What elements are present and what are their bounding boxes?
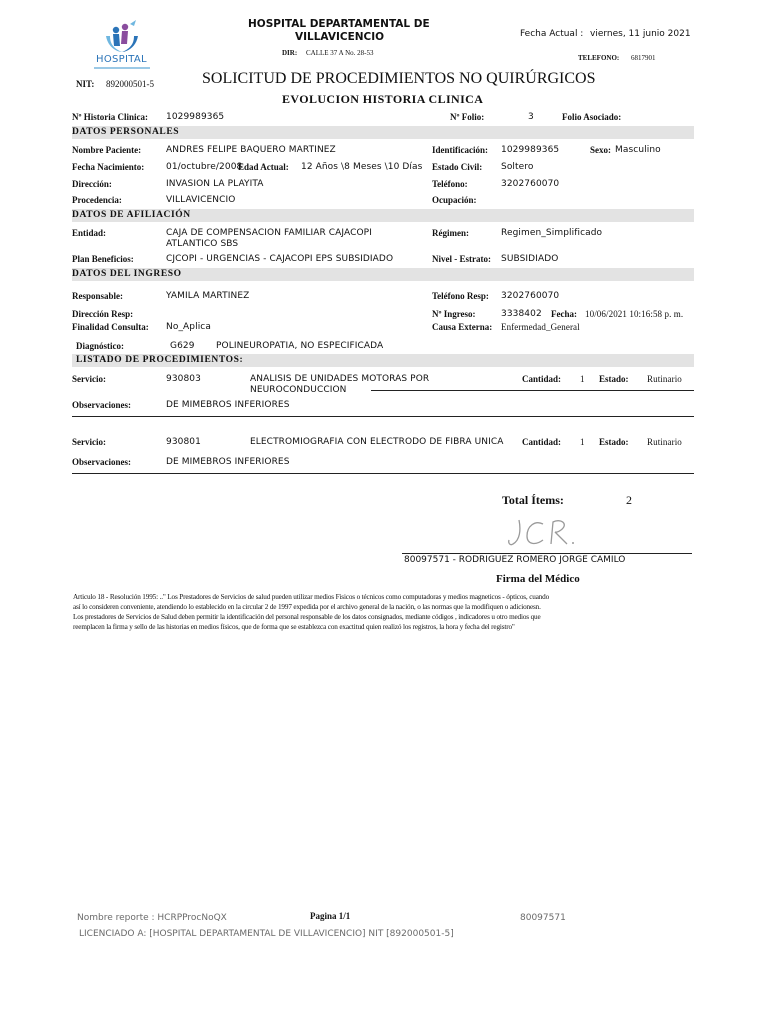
signature-image (505, 512, 585, 552)
diagnosis-label: Diagnóstico: (76, 341, 124, 351)
document-subtitle: EVOLUCION HISTORIA CLINICA (282, 92, 484, 106)
hospital-logo-icon (92, 18, 152, 58)
sex-label: Sexo: (590, 145, 611, 155)
service-description-line1: ANALISIS DE UNIDADES MOTORAS POR (250, 374, 430, 384)
responsible-value: YAMILA MARTINEZ (166, 291, 250, 301)
legal-text-line4: reemplacen la firma y sello de las historias en medios físicos, que de forma que se establezca con exactitud quien realizó los registros, la hora y fecha del registro" (73, 623, 515, 631)
legal-text-line2: así lo consideren conveniente, atendiendo lo establecido en la circular 2 de 1997 expedida por el archivo general de la nación, o las normas que la modifiquen o adicionesn. (73, 603, 541, 611)
responsible-address-label: Dirección Resp: (72, 309, 134, 319)
section-title-ingreso: DATOS DEL INGRESO (72, 269, 182, 279)
admission-number-label: Nº Ingreso: (432, 309, 476, 319)
admission-number-value: 3338402 (501, 309, 542, 319)
age-value: 12 Años \8 Meses \10 Días (301, 162, 423, 172)
section-title-procedimientos: LISTADO DE PROCEDIMIENTOS: (76, 355, 244, 365)
admission-date-value: 10/06/2021 10:16:58 p. m. (585, 309, 684, 319)
historia-value: 1029989365 (166, 112, 225, 122)
total-items-label: Total Ítems: (502, 493, 564, 507)
civil-status-label: Estado Civil: (432, 162, 483, 172)
status-label: Estado: (599, 437, 629, 447)
diagnosis-code: G629 (170, 341, 195, 351)
report-name: Nombre reporte : HCRPProcNoQX (77, 913, 227, 923)
legal-text-line1: Articulo 18 - Resolución 1995: .." Los Prestadores de Servicios de salud pueden utilizar medios Fisicos o técnicos como computadoras y medios magneticos - ópticos, cuando (73, 593, 550, 601)
hospital-name-line2: VILLAVICENCIO (295, 31, 385, 43)
birth-date-value: 01/octubre/2008 (166, 162, 243, 172)
doctor-name: 80097571 - RODRIGUEZ ROMERO JORGE CAMILO (404, 555, 626, 565)
hospital-name-line1: HOSPITAL DEPARTAMENTAL DE (248, 18, 430, 30)
logo-text: HOSPITAL (96, 54, 147, 65)
current-date-value: viernes, 11 junio 2021 (590, 29, 691, 39)
historia-label: Nº Historia Clinica: (72, 112, 148, 122)
entity-label: Entidad: (72, 228, 107, 238)
level-value: SUBSIDIADO (501, 254, 559, 264)
current-date-label: Fecha Actual : (520, 29, 584, 39)
service-code: 930801 (166, 437, 201, 447)
logo-tagline (94, 67, 150, 69)
origin-label: Procedencia: (72, 195, 122, 205)
hospital-logo (92, 18, 152, 68)
birth-date-label: Fecha Nacimiento: (72, 162, 145, 172)
service-code: 930803 (166, 374, 201, 384)
benefit-plan-label: Plan Beneficios: (72, 254, 134, 264)
phone-value: 6817901 (631, 54, 656, 62)
license-text: LICENCIADO A: [HOSPITAL DEPARTAMENTAL DE VILLAVICENCIO] NIT [892000501-5] (79, 929, 454, 939)
patient-phone-label: Teléfono: (432, 179, 468, 189)
section-title-afiliacion: DATOS DE AFILIACIÓN (72, 210, 191, 220)
observations-label: Observaciones: (72, 457, 131, 467)
folio-value: 3 (528, 112, 534, 122)
level-label: Nivel - Estrato: (432, 254, 491, 264)
quantity-label: Cantidad: (522, 374, 562, 384)
section-title-personales: DATOS PERSONALES (72, 127, 180, 137)
status-label: Estado: (599, 374, 629, 384)
service-label: Servicio: (72, 374, 106, 384)
patient-name-value: ANDRES FELIPE BAQUERO MARTINEZ (166, 145, 336, 155)
patient-name-label: Nombre Paciente: (72, 145, 142, 155)
entity-value-line1: CAJA DE COMPENSACION FAMILIAR CAJACOPI (166, 228, 372, 238)
quantity-label: Cantidad: (522, 437, 562, 447)
age-label: Edad Actual: (238, 162, 289, 172)
procedure-bottom-rule (72, 473, 694, 474)
identification-value: 1029989365 (501, 145, 560, 155)
identification-label: Identificación: (432, 145, 488, 155)
observations-label: Observaciones: (72, 400, 131, 410)
status-value: Rutinario (647, 437, 682, 447)
purpose-value: No_Aplica (166, 322, 211, 332)
nit-label: NIT: (76, 79, 95, 89)
benefit-plan-value: CJCOPI - URGENCIAS - CAJACOPI EPS SUBSIDIADO (166, 254, 394, 264)
doctor-signature (505, 512, 585, 552)
origin-value: VILLAVICENCIO (166, 195, 236, 205)
purpose-label: Finalidad Consulta: (72, 322, 149, 332)
folio-asociado-label: Folio Asociado: (562, 112, 622, 122)
total-items-value: 2 (626, 493, 632, 507)
occupation-label: Ocupación: (432, 195, 477, 205)
entity-value-line2: ATLANTICO SBS (166, 239, 239, 249)
address-value: CALLE 37 A No. 28-53 (306, 49, 374, 57)
regime-label: Régimen: (432, 228, 469, 238)
observations-value: DE MIMEBROS INFERIORES (166, 457, 290, 467)
address-patient-value: INVASION LA PLAYITA (166, 179, 264, 189)
observations-value: DE MIMEBROS INFERIORES (166, 400, 290, 410)
signature-line (402, 553, 692, 554)
phone-label: TELEFONO: (578, 54, 620, 62)
signature-label: Firma del Médico (496, 573, 580, 585)
procedure-bottom-rule (72, 416, 694, 417)
address-label: DIR: (282, 49, 298, 57)
responsible-label: Responsable: (72, 291, 124, 301)
sex-value: Masculino (615, 145, 661, 155)
service-label: Servicio: (72, 437, 106, 447)
regime-value: Regimen_Simplificado (501, 228, 603, 238)
quantity-value: 1 (580, 437, 585, 447)
nit-value: 892000501-5 (106, 79, 154, 89)
legal-text-line3: Los prestadores de Servicios de Salud deben permitir la identificación del personal responsable de los datos consignados, mediante códigos , indicadores u otro medios que (73, 613, 541, 621)
page-number: Pagina 1/1 (310, 911, 351, 921)
civil-status-value: Soltero (501, 162, 534, 172)
address-patient-label: Dirección: (72, 179, 112, 189)
external-cause-value: Enfermedad_General (501, 322, 580, 332)
admission-date-label: Fecha: (551, 309, 577, 319)
quantity-value: 1 (580, 374, 585, 384)
responsible-phone-value: 3202760070 (501, 291, 560, 301)
folio-label: Nº Folio: (450, 112, 485, 122)
status-value: Rutinario (647, 374, 682, 384)
service-description-line1: ELECTROMIOGRAFIA CON ELECTRODO DE FIBRA UNICA (250, 437, 504, 447)
service-description-line2: NEUROCONDUCCION (250, 385, 347, 395)
external-cause-label: Causa Externa: (432, 322, 493, 332)
patient-phone-value: 3202760070 (501, 179, 560, 189)
procedure-divider (371, 390, 694, 391)
document-title: SOLICITUD DE PROCEDIMIENTOS NO QUIRÚRGICOS (202, 70, 596, 87)
diagnosis-description: POLINEUROPATIA, NO ESPECIFICADA (216, 341, 384, 351)
responsible-phone-label: Teléfono Resp: (432, 291, 489, 301)
footer-code: 80097571 (520, 913, 566, 923)
